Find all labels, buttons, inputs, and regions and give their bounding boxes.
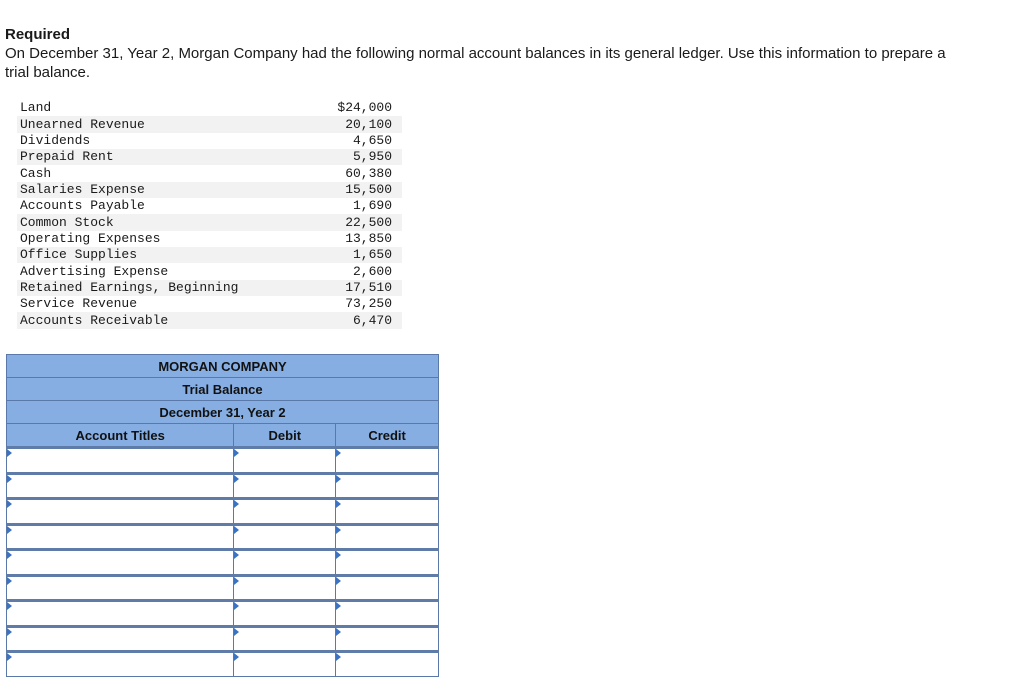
balance-row (17, 247, 402, 263)
instructions-text: On December 31, Year 2, Morgan Company had the following normal account balances in its general ledger. Use this information to prepare a trial balance. (5, 45, 946, 81)
trial-balance-entry-row (7, 448, 439, 474)
balance-account-name: Common Stock (17, 214, 313, 230)
balance-account-name: Unearned Revenue (17, 116, 313, 132)
balance-row (17, 182, 402, 198)
input-marker-icon (234, 551, 239, 559)
balance-row (17, 263, 402, 279)
balance-row (17, 116, 402, 132)
credit-input[interactable] (336, 500, 442, 522)
required-heading: Required (5, 26, 71, 43)
credit-cell (336, 601, 439, 627)
debit-cell (234, 499, 336, 525)
balance-amount: 5,950 (313, 149, 402, 165)
debit-input[interactable] (234, 551, 339, 573)
balance-account-name: Service Revenue (20, 296, 138, 312)
input-marker-icon (7, 653, 12, 661)
balance-amount: 13,850 (345, 230, 392, 246)
credit-input[interactable] (336, 551, 442, 573)
trial-balance-entry-row (7, 575, 439, 601)
debit-cell (234, 524, 336, 550)
trial-balance-entry-row (7, 550, 439, 576)
balance-row (17, 231, 402, 247)
account-balances-body (17, 100, 402, 329)
balance-account-name: Accounts Receivable (17, 312, 313, 328)
account-title-input[interactable] (7, 628, 237, 650)
debit-cell (234, 473, 336, 499)
debit-input[interactable] (234, 577, 339, 599)
balance-account-name: Accounts Payable (20, 198, 145, 214)
balance-account-name: Prepaid Rent (17, 149, 313, 165)
account-title-input[interactable] (7, 653, 237, 675)
balance-account-name: Cash (20, 165, 52, 181)
balance-account-name: Office Supplies (17, 247, 313, 263)
credit-input[interactable] (336, 475, 442, 497)
debit-cell (234, 652, 336, 677)
trial-balance-entry-row (7, 652, 439, 677)
credit-cell (336, 499, 439, 525)
debit-cell (234, 601, 336, 627)
debit-input[interactable] (234, 449, 339, 471)
account-title-input[interactable] (7, 577, 237, 599)
input-marker-icon (336, 500, 341, 508)
balance-amount: $24,000 (337, 100, 392, 116)
input-marker-icon (234, 500, 239, 508)
input-marker-icon (7, 449, 12, 457)
account-title-cell (7, 575, 234, 601)
balance-row (17, 149, 402, 165)
debit-input[interactable] (234, 475, 339, 497)
balance-account-name: Advertising Expense (20, 263, 169, 279)
trial-balance-entry-row (7, 473, 439, 499)
credit-cell (336, 626, 439, 652)
debit-input[interactable] (234, 500, 339, 522)
input-marker-icon (336, 475, 341, 483)
column-header-account-titles: Account Titles (7, 424, 234, 448)
balance-amount: 20,100 (313, 116, 402, 132)
input-marker-icon (7, 551, 12, 559)
credit-input[interactable] (336, 653, 442, 675)
input-marker-icon (336, 551, 341, 559)
account-title-input[interactable] (7, 551, 237, 573)
credit-input[interactable] (336, 628, 442, 650)
credit-input[interactable] (336, 449, 442, 471)
column-header-credit: Credit (336, 424, 439, 448)
trial-balance-column-headers (7, 424, 439, 448)
credit-cell (336, 524, 439, 550)
trial-balance-entry-row (7, 524, 439, 550)
trial-balance-entry-row (7, 601, 439, 627)
trial-balance-title-row (7, 378, 439, 401)
debit-input[interactable] (234, 526, 339, 548)
input-marker-icon (336, 602, 341, 610)
balance-row (17, 280, 402, 296)
trial-balance-body (7, 355, 439, 677)
trial-balance-entry-row (7, 626, 439, 652)
account-title-cell (7, 473, 234, 499)
trial-balance-company-row (7, 355, 439, 378)
input-marker-icon (234, 475, 239, 483)
balance-account-name: Retained Earnings, Beginning (17, 280, 313, 296)
balance-amount: 2,600 (352, 263, 392, 279)
input-marker-icon (7, 526, 12, 534)
debit-input[interactable] (234, 653, 339, 675)
trial-balance-title: Trial Balance (7, 378, 439, 401)
account-title-cell (7, 448, 234, 474)
debit-cell (234, 448, 336, 474)
trial-balance-date-row (7, 401, 439, 424)
balance-amount: 60,380 (345, 165, 392, 181)
credit-cell (336, 448, 439, 474)
credit-input[interactable] (336, 526, 442, 548)
input-marker-icon (336, 628, 341, 636)
input-marker-icon (336, 526, 341, 534)
balance-row (17, 100, 402, 116)
balance-row (17, 133, 402, 149)
trial-balance-date: December 31, Year 2 (7, 401, 439, 424)
input-marker-icon (336, 449, 341, 457)
credit-input[interactable] (336, 602, 442, 624)
input-marker-icon (7, 602, 12, 610)
balance-amount: 22,500 (313, 214, 402, 230)
credit-cell (336, 652, 439, 677)
trial-balance-table (6, 354, 439, 677)
input-marker-icon (234, 449, 239, 457)
balance-account-name: Operating Expenses (20, 230, 161, 246)
account-title-cell (7, 626, 234, 652)
account-title-cell (7, 652, 234, 677)
balance-amount: 1,690 (352, 198, 392, 214)
input-marker-icon (336, 653, 341, 661)
balance-row (17, 165, 402, 181)
balance-amount: 4,650 (352, 132, 392, 148)
account-title-input[interactable] (7, 500, 237, 522)
balance-account-name: Land (20, 100, 52, 116)
account-title-input[interactable] (7, 526, 237, 548)
debit-cell (234, 575, 336, 601)
account-title-input[interactable] (7, 602, 237, 624)
column-header-debit: Debit (234, 424, 336, 448)
account-title-cell (7, 550, 234, 576)
account-title-cell (7, 601, 234, 627)
debit-cell (234, 550, 336, 576)
input-marker-icon (234, 602, 239, 610)
balance-amount: 6,470 (313, 312, 402, 328)
balance-row (17, 198, 402, 214)
credit-cell (336, 550, 439, 576)
account-title-input[interactable] (7, 475, 237, 497)
input-marker-icon (7, 577, 12, 585)
balance-amount: 73,250 (345, 296, 392, 312)
input-marker-icon (234, 577, 239, 585)
debit-input[interactable] (234, 602, 339, 624)
account-title-cell (7, 499, 234, 525)
input-marker-icon (336, 577, 341, 585)
credit-cell (336, 473, 439, 499)
balance-row (17, 214, 402, 230)
input-marker-icon (234, 653, 239, 661)
account-title-cell (7, 524, 234, 550)
credit-cell (336, 575, 439, 601)
trial-balance-entry-row (7, 499, 439, 525)
balance-amount: 15,500 (313, 182, 402, 198)
balance-amount: 1,650 (313, 247, 402, 263)
balance-account-name: Salaries Expense (17, 182, 313, 198)
account-balances-table (17, 100, 402, 329)
input-marker-icon (234, 526, 239, 534)
account-title-input[interactable] (7, 449, 237, 471)
balance-amount: 17,510 (313, 280, 402, 296)
input-marker-icon (234, 628, 239, 636)
credit-input[interactable] (336, 577, 442, 599)
debit-cell (234, 626, 336, 652)
balance-account-name: Dividends (20, 132, 91, 148)
input-marker-icon (7, 500, 12, 508)
balance-row (17, 296, 402, 312)
debit-input[interactable] (234, 628, 339, 650)
input-marker-icon (7, 475, 12, 483)
input-marker-icon (7, 628, 12, 636)
trial-balance-company: MORGAN COMPANY (7, 355, 439, 378)
balance-row (17, 312, 402, 328)
